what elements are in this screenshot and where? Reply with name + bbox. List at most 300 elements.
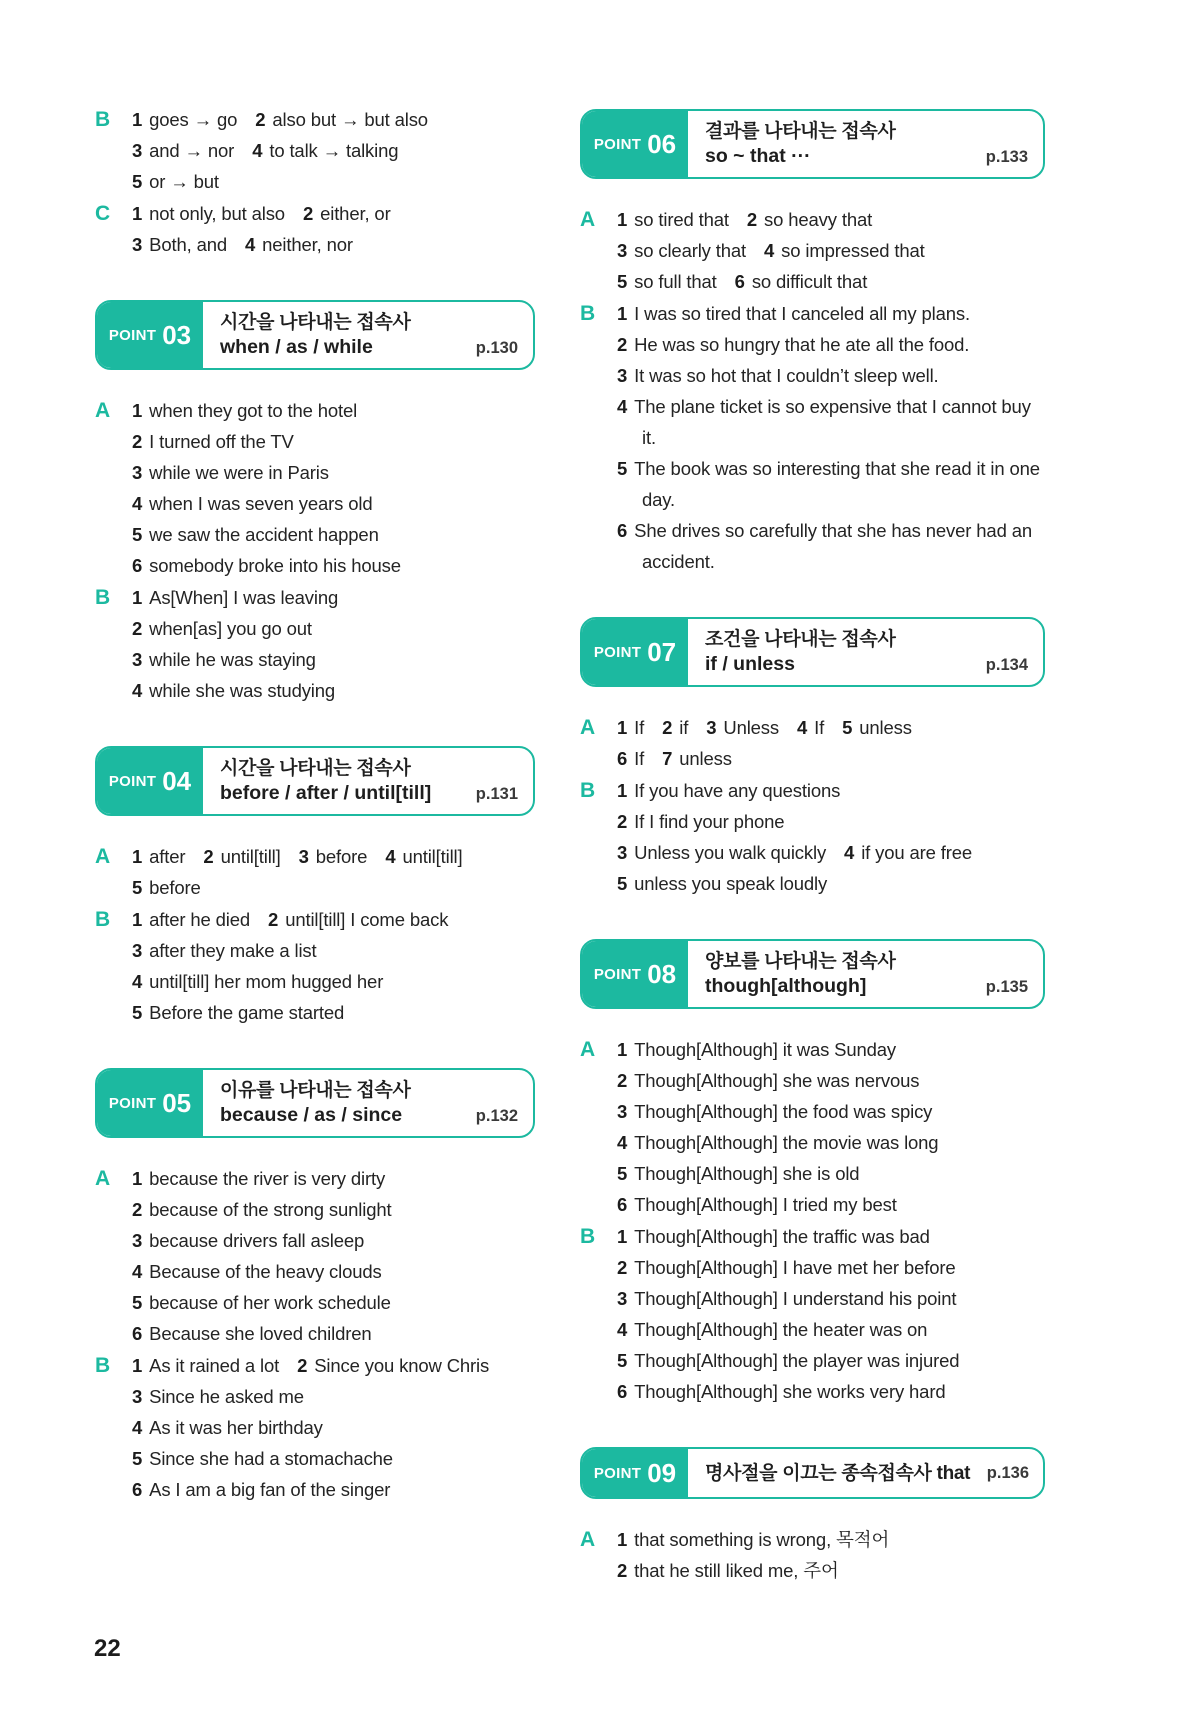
- answer-number: 7: [662, 748, 673, 769]
- group-content: [132, 841, 535, 903]
- answer-line: [132, 1163, 535, 1194]
- answer-line: [132, 426, 535, 457]
- point-number: 09: [647, 1457, 677, 1488]
- answer-number: 4: [797, 717, 808, 738]
- answer-line: [132, 135, 535, 166]
- answer-group-C: [95, 198, 535, 260]
- answer-item: 3 Though[Although] the food was spicy: [617, 1101, 933, 1122]
- answer-line: [617, 775, 1045, 806]
- group-label: A: [95, 399, 111, 422]
- answer-line: [617, 1065, 1045, 1096]
- answer-number: 2: [617, 1070, 628, 1091]
- answer-item: 1 Though[Although] the traffic was bad: [617, 1226, 930, 1247]
- answer-number: 3: [617, 365, 628, 386]
- point-page-ref: p.134: [985, 656, 1028, 674]
- answer-line: [132, 966, 535, 997]
- answer-number: 5: [132, 1002, 143, 1023]
- answer-number: 3: [706, 717, 717, 738]
- point-title-korean: 결과를 나타내는 접속사: [705, 121, 896, 142]
- answer-line: [617, 1158, 1045, 1189]
- answer-number: 4: [617, 1132, 628, 1153]
- answer-line: [617, 235, 1045, 266]
- answer-item: 3 Unless you walk quickly: [617, 842, 827, 863]
- answer-number: 5: [617, 1163, 628, 1184]
- point-title-english: if / unless: [705, 653, 795, 675]
- answer-number: 1: [132, 1168, 143, 1189]
- point-title: [688, 619, 1043, 685]
- answer-number: 4: [617, 1319, 628, 1340]
- group-content: [132, 1163, 535, 1349]
- answer-line: [132, 997, 535, 1028]
- point-label-text: POINT: [108, 772, 157, 790]
- answer-item: 4 neither, nor: [245, 234, 353, 255]
- point-title: [688, 941, 1043, 1007]
- answer-line: [617, 1376, 1045, 1407]
- group-label: A: [580, 208, 596, 231]
- answer-item: 4 while she was studying: [132, 680, 336, 701]
- point-page-ref: p.131: [475, 785, 518, 803]
- group-label: A: [580, 1038, 596, 1061]
- answer-group-B: [95, 582, 535, 706]
- point-header-box: [95, 1068, 535, 1138]
- answer-line: [132, 1350, 535, 1381]
- answer-item: 5 unless you speak loudly: [617, 873, 828, 894]
- answer-line: [617, 453, 1045, 515]
- answer-item: 2 when[as] you go out: [132, 618, 312, 639]
- answer-line: [132, 613, 535, 644]
- answer-item: 2 also but → but also: [255, 109, 428, 130]
- answer-number: 5: [617, 873, 628, 894]
- answer-line: [617, 1034, 1045, 1065]
- answer-number: 2: [617, 334, 628, 355]
- answer-item: 2 Since you know Chris: [297, 1355, 490, 1376]
- answer-line: [132, 1287, 535, 1318]
- answer-number: 5: [617, 458, 628, 479]
- answer-number: 1: [132, 587, 143, 608]
- answer-line: [617, 1252, 1045, 1283]
- answer-number: 1: [132, 846, 143, 867]
- answer-line: [132, 519, 535, 550]
- answer-line: [132, 457, 535, 488]
- answer-item: 5 before: [132, 877, 201, 898]
- answer-item: 3 so clearly that: [617, 240, 747, 261]
- answer-number: 3: [298, 846, 309, 867]
- answer-item: 3 before: [298, 846, 368, 867]
- answer-item: 4 until[till] her mom hugged her: [132, 971, 384, 992]
- answer-number: 1: [617, 209, 628, 230]
- answer-number: 4: [132, 1261, 143, 1282]
- group-label: C: [95, 202, 111, 225]
- point-title-english: though[although]: [705, 975, 867, 997]
- answer-number: 3: [617, 1101, 628, 1122]
- point-page-ref: p.133: [985, 148, 1028, 166]
- answer-item: 1 after he died: [132, 909, 251, 930]
- answer-line: [617, 1096, 1045, 1127]
- answer-group-A: [580, 1034, 1045, 1220]
- answer-item: 6 Because she loved children: [132, 1323, 372, 1344]
- answer-item: 5 because of her work schedule: [132, 1292, 391, 1313]
- answer-item: 5 or → but: [132, 171, 219, 192]
- answer-number: 6: [617, 520, 628, 541]
- group-label: A: [580, 716, 596, 739]
- answer-number: 2: [132, 1199, 143, 1220]
- point-title-korean: 명사절을 이끄는 종속접속사 that: [705, 1462, 971, 1484]
- point-label-text: POINT: [593, 643, 642, 661]
- answer-item: 4 The plane ticket is so expensive that I cannot buy it.: [617, 396, 1031, 448]
- answer-item: 4 Though[Although] the heater was on: [617, 1319, 928, 1340]
- point-label-text: POINT: [593, 965, 642, 983]
- answer-line: [617, 298, 1045, 329]
- answer-item: 5 so full that: [617, 271, 717, 292]
- answer-group-B: [580, 298, 1045, 577]
- point-section-04: [95, 706, 535, 1028]
- point-number: 05: [162, 1087, 192, 1118]
- answer-item: 2 until[till] I come back: [268, 909, 449, 930]
- point-title-korean: 양보를 나타내는 접속사: [705, 951, 896, 972]
- answer-number: 5: [842, 717, 853, 738]
- point-header-box: [95, 746, 535, 816]
- answer-column-right: [580, 103, 1045, 1586]
- answer-item: 5 we saw the accident happen: [132, 524, 379, 545]
- answer-group-B: [580, 1221, 1045, 1407]
- point-title: [688, 111, 1043, 177]
- answer-line: [132, 582, 535, 613]
- answer-number: 6: [734, 271, 745, 292]
- answer-item: 3 while we were in Paris: [132, 462, 329, 483]
- point-section-03: [95, 260, 535, 706]
- group-label: B: [95, 108, 111, 131]
- answer-number: 6: [617, 1381, 628, 1402]
- point-section-06: [580, 103, 1045, 577]
- answer-line: [132, 1412, 535, 1443]
- answer-item: 1 when they got to the hotel: [132, 400, 358, 421]
- answer-group-A: [95, 1163, 535, 1349]
- answer-number: 3: [132, 234, 143, 255]
- answer-number: 3: [132, 140, 143, 161]
- point-badge: [582, 1449, 688, 1497]
- point-number: 06: [647, 128, 677, 159]
- answer-item: 2 if: [662, 717, 689, 738]
- point-badge: [97, 1070, 203, 1136]
- answer-item: 4 If: [797, 717, 825, 738]
- answer-item: 5 Though[Although] she is old: [617, 1163, 860, 1184]
- answer-item: 1 As it rained a lot: [132, 1355, 280, 1376]
- answer-line: [132, 1194, 535, 1225]
- point-section-09: [580, 1407, 1045, 1586]
- answer-number: 2: [302, 203, 314, 224]
- columns: [95, 103, 1181, 1586]
- answer-line: [132, 675, 535, 706]
- point-number: 08: [647, 958, 677, 989]
- answer-number: 4: [132, 971, 143, 992]
- answer-line: [132, 229, 535, 260]
- answer-item: 4 if you are free: [844, 842, 973, 863]
- answer-number: 1: [617, 717, 628, 738]
- answer-number: 5: [132, 1448, 143, 1469]
- point-label-text: POINT: [593, 135, 642, 153]
- answer-number: 5: [132, 171, 143, 192]
- point-label-text: POINT: [108, 326, 157, 344]
- point-header-box: [580, 109, 1045, 179]
- group-content: [132, 582, 535, 706]
- answer-line: [617, 204, 1045, 235]
- point-page-ref: p.136: [986, 1463, 1029, 1482]
- answer-number: 5: [132, 524, 143, 545]
- answer-line: [132, 935, 535, 966]
- answer-line: [132, 550, 535, 581]
- page-number: 22: [94, 1635, 121, 1662]
- answer-line: [132, 166, 535, 197]
- answer-number: 1: [617, 303, 628, 324]
- answer-number: 3: [132, 1230, 143, 1251]
- answer-number: 4: [844, 842, 855, 863]
- answer-block: [95, 103, 535, 260]
- point-title: [203, 302, 533, 368]
- group-content: [132, 904, 535, 1028]
- answer-line: [617, 329, 1045, 360]
- answer-item: 4 Because of the heavy clouds: [132, 1261, 382, 1282]
- answer-item: 5 Though[Although] the player was injured: [617, 1350, 960, 1371]
- answer-number: 5: [132, 877, 143, 898]
- answer-group-B: [580, 775, 1045, 899]
- answer-item: 1 Though[Although] it was Sunday: [617, 1039, 897, 1060]
- answer-line: [617, 712, 1045, 743]
- group-content: [617, 1524, 1045, 1586]
- answer-number: 4: [252, 140, 263, 161]
- answer-item: 1 after: [132, 846, 186, 867]
- answer-item: 1 not only, but also: [132, 203, 285, 224]
- point-page-ref: p.130: [475, 339, 518, 357]
- point-label-text: POINT: [593, 1464, 642, 1482]
- answer-line: [617, 266, 1045, 297]
- answer-item: 2 Though[Although] she was nervous: [617, 1070, 920, 1091]
- answer-item: 5 unless: [842, 717, 912, 738]
- answer-group-A: [580, 712, 1045, 774]
- answer-number: 1: [617, 780, 628, 801]
- answer-item: 2 If I find your phone: [617, 811, 785, 832]
- answer-line: [617, 1524, 1045, 1555]
- answer-item: 1 If you have any questions: [617, 780, 841, 801]
- answer-number: 1: [132, 203, 143, 224]
- answer-number: 1: [617, 1226, 628, 1247]
- answer-item: 6 If: [617, 748, 645, 769]
- answer-line: [132, 104, 535, 135]
- group-label: A: [95, 845, 111, 868]
- answer-group-A: [580, 204, 1045, 297]
- answer-line: [132, 1225, 535, 1256]
- group-content: [132, 198, 535, 260]
- answer-number: 6: [132, 1479, 143, 1500]
- answer-item: 3 It was so hot that I couldn’t sleep well.: [617, 365, 939, 386]
- answer-item: 4 to talk → talking: [252, 140, 399, 161]
- answer-group-A: [95, 841, 535, 903]
- answer-number: 4: [245, 234, 256, 255]
- answer-line: [132, 1318, 535, 1349]
- answer-number: 1: [617, 1039, 628, 1060]
- answer-line: [617, 806, 1045, 837]
- group-content: [617, 298, 1045, 577]
- answer-number: 3: [132, 1386, 143, 1407]
- answer-number: 2: [255, 109, 266, 130]
- answer-item: 2 He was so hungry that he ate all the food.: [617, 334, 970, 355]
- answer-column-left: [95, 103, 535, 1505]
- answer-line: [132, 841, 535, 872]
- answer-number: 6: [617, 1194, 628, 1215]
- point-number: 03: [162, 319, 192, 350]
- group-content: [617, 1221, 1045, 1407]
- answer-item: 6 so difficult that: [734, 271, 868, 292]
- answer-line: [132, 1381, 535, 1412]
- answer-item: 4 so impressed that: [764, 240, 925, 261]
- answer-line: [132, 872, 535, 903]
- point-page-ref: p.135: [985, 978, 1028, 996]
- group-label: A: [580, 1528, 596, 1551]
- point-number: 07: [647, 636, 677, 667]
- answer-item: 1 that something is wrong, 목적어: [617, 1529, 890, 1550]
- answer-group-A: [580, 1524, 1045, 1586]
- point-number: 04: [162, 765, 192, 796]
- answer-number: 4: [132, 493, 143, 514]
- point-badge: [97, 748, 203, 814]
- answer-item: 5 The book was so interesting that she read it in one day.: [617, 458, 1040, 510]
- answer-item: 2 that he still liked me, 주어: [617, 1560, 839, 1581]
- answer-number: 1: [617, 1529, 628, 1550]
- answer-item: 3 Since he asked me: [132, 1386, 304, 1407]
- answer-line: [617, 1314, 1045, 1345]
- point-header-box: [580, 1447, 1045, 1499]
- point-section-07: [580, 577, 1045, 899]
- point-badge: [582, 619, 688, 685]
- answer-item: 7 unless: [662, 748, 732, 769]
- answer-item: 3 while he was staying: [132, 649, 316, 670]
- answer-item: 5 Before the game started: [132, 1002, 345, 1023]
- point-title-korean: 이유를 나타내는 접속사: [220, 1080, 411, 1101]
- answer-line: [617, 1221, 1045, 1252]
- answer-number: 2: [617, 1560, 628, 1581]
- answer-group-B: [95, 904, 535, 1028]
- answer-item: 2 either, or: [302, 203, 391, 224]
- answer-line: [132, 644, 535, 675]
- point-title-korean: 조건을 나타내는 접속사: [705, 629, 896, 650]
- answer-line: [617, 868, 1045, 899]
- answer-number: 1: [132, 400, 143, 421]
- point-badge: [582, 111, 688, 177]
- answer-number: 3: [132, 649, 143, 670]
- answer-item: 6 As I am a big fan of the singer: [132, 1479, 391, 1500]
- answer-item: 3 because drivers fall asleep: [132, 1230, 365, 1251]
- answer-item: 3 Unless: [706, 717, 780, 738]
- point-label-text: POINT: [108, 1094, 157, 1112]
- point-badge: [582, 941, 688, 1007]
- answer-number: 3: [132, 940, 143, 961]
- answer-number: 3: [617, 1288, 628, 1309]
- answer-item: 2 until[till]: [203, 846, 281, 867]
- answer-line: [132, 1474, 535, 1505]
- answer-line: [617, 1127, 1045, 1158]
- answer-number: 6: [617, 748, 628, 769]
- answer-number: 2: [297, 1355, 308, 1376]
- point-title-korean: 시간을 나타내는 접속사: [220, 312, 411, 333]
- answer-line: [617, 1189, 1045, 1220]
- answer-item: 6 somebody broke into his house: [132, 555, 401, 576]
- answer-item: 1 because the river is very dirty: [132, 1168, 386, 1189]
- answer-number: 3: [617, 240, 628, 261]
- answer-number: 1: [132, 909, 143, 930]
- group-label: B: [580, 1225, 596, 1248]
- group-label: B: [95, 586, 111, 609]
- answer-item: 6 Though[Although] I tried my best: [617, 1194, 897, 1215]
- answer-line: [132, 1256, 535, 1287]
- point-title-english: because / as / since: [220, 1104, 403, 1126]
- answer-line: [617, 1345, 1045, 1376]
- answer-line: [132, 1443, 535, 1474]
- answer-item: 5 Since she had a stomachache: [132, 1448, 393, 1469]
- answer-line: [617, 837, 1045, 868]
- group-content: [132, 395, 535, 581]
- answer-number: 5: [617, 271, 628, 292]
- answer-line: [132, 395, 535, 426]
- answer-number: 2: [617, 1257, 628, 1278]
- answer-item: 1 so tired that: [617, 209, 729, 230]
- answer-group-B: [95, 1350, 535, 1505]
- answer-number: 2: [132, 618, 143, 639]
- point-section-05: [95, 1028, 535, 1505]
- group-label: B: [95, 1354, 111, 1377]
- point-title-english: before / after / until[till]: [220, 782, 432, 804]
- answer-item: 2 because of the strong sunlight: [132, 1199, 392, 1220]
- answer-number: 5: [132, 1292, 143, 1313]
- answer-number: 3: [132, 462, 143, 483]
- point-title: [203, 748, 533, 814]
- answer-line: [617, 360, 1045, 391]
- group-content: [132, 1350, 535, 1505]
- point-header-box: [95, 300, 535, 370]
- answer-item: 4 Though[Although] the movie was long: [617, 1132, 939, 1153]
- answer-number: 4: [617, 396, 628, 417]
- answer-number: 4: [764, 240, 775, 261]
- point-title: [688, 1449, 1043, 1497]
- answer-item: 2 Though[Although] I have met her before: [617, 1257, 956, 1278]
- point-header-box: [580, 617, 1045, 687]
- point-title-english: when / as / while: [220, 336, 373, 358]
- group-label: B: [580, 779, 596, 802]
- group-label: A: [95, 1167, 111, 1190]
- answer-group-A: [95, 395, 535, 581]
- point-title-english: so ~ that ···: [705, 145, 811, 167]
- answer-item: 1 goes → go: [132, 109, 238, 130]
- point-badge: [97, 302, 203, 368]
- answer-item: 1 If: [617, 717, 645, 738]
- group-content: [617, 775, 1045, 899]
- group-content: [617, 204, 1045, 297]
- answer-line: [132, 198, 535, 229]
- answer-item: 2 I turned off the TV: [132, 431, 294, 452]
- group-content: [617, 712, 1045, 774]
- answer-item: 1 As[When] I was leaving: [132, 587, 339, 608]
- answer-line: [617, 391, 1045, 453]
- answer-item: 3 Both, and: [132, 234, 227, 255]
- answer-line: [617, 1555, 1045, 1586]
- group-label: B: [95, 908, 111, 931]
- answer-number: 5: [617, 1350, 628, 1371]
- answer-number: 3: [617, 842, 628, 863]
- answer-item: 6 Though[Although] she works very hard: [617, 1381, 946, 1402]
- answer-line: [617, 1283, 1045, 1314]
- point-header-box: [580, 939, 1045, 1009]
- answer-group-B: [95, 104, 535, 197]
- answer-number: 1: [132, 1355, 143, 1376]
- group-content: [132, 104, 535, 197]
